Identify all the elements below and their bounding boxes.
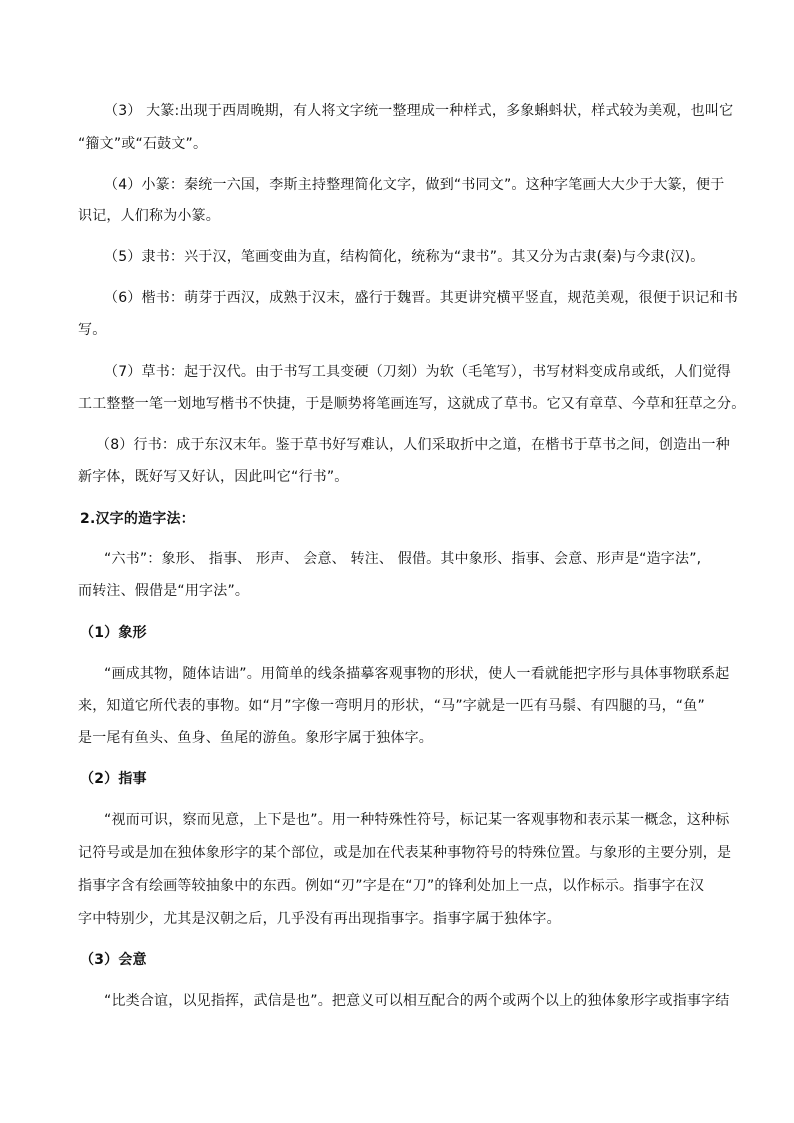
paragraph-dazhuan-line-1: （3） 大篆:出现于西周晚期，有人将文字统一整理成一种样式，多象蝌蚪状，样式较为美观，也叫它 <box>104 103 734 119</box>
paragraph-xiangxing-line-3: 是一尾有鱼头、鱼身、鱼尾的游鱼。象形字属于独体字。 <box>78 730 433 746</box>
paragraph-zhishi-line-2: 记符号或是加在独体象形字的某个部位，或是加在代表某种事物符号的特殊位置。与象形的主要分别，是 <box>78 845 732 861</box>
paragraph-xiangxing-line-2: 来，知道它所代表的事物。如“月”字像一弯明月的形状，“马”字就是一匹有马鬃、有四腿的马，“鱼” <box>78 698 705 714</box>
paragraph-xingshu-line-2: 新字体，既好写又好认，因此叫它“行书”。 <box>78 469 349 485</box>
paragraph-kaishu-line-2: 写。 <box>78 322 107 338</box>
paragraph-liushu-line-1: “六书”：象形、 指事、 形声、 会意、 转注、 假借。其中象形、指事、会意、形声是“造字法”, <box>104 551 702 567</box>
paragraph-huiyi-line-1: “比类合谊，以见指挥，武信是也”。把意义可以相互配合的两个或两个以上的独体象形字或指事字结 <box>104 993 730 1009</box>
paragraph-caoshu-line-2: 工工整整一笔一划地写楷书不快捷，于是顺势将笔画连写，这就成了草书。它又有章草、今草和狂草之分。 <box>78 396 746 412</box>
paragraph-xiaozhuan-line-2: 识记，人们称为小篆。 <box>78 208 220 224</box>
subheading-huiyi: （3）会意 <box>80 952 147 968</box>
paragraph-zhishi-line-3: 指事字含有绘画等较抽象中的东西。例如“刃”字是在“刀”的锋利处加上一点，以作标示。指事字在汉 <box>78 878 705 894</box>
paragraph-dazhuan-line-2: “籀文”或“石鼓文”。 <box>78 136 208 152</box>
paragraph-lishu-line-1: （5）隶书：兴于汉，笔画变曲为直，结构简化，统称为“隶书”。其又分为古隶(秦)与今隶(汉)。 <box>104 249 705 265</box>
subheading-xiangxing: （1）象形 <box>80 625 147 641</box>
paragraph-xingshu-line-1: （8）行书：成于东汉末年。鉴于草书好写难认，人们采取折中之道，在楷书于草书之间，创造出一种 <box>96 437 730 453</box>
paragraph-zhishi-line-1: “视而可识，察而见意，上下是也”。用一种特殊性符号，标记某一客观事物和表示某一概念，这种标 <box>104 812 730 828</box>
paragraph-zhishi-line-4: 字中特别少，尤其是汉朝之后，几乎没有再出现指事字。指事字属于独体字。 <box>78 911 561 927</box>
section-heading-zaozifa: 2.汉字的造字法： <box>80 511 195 527</box>
paragraph-xiaozhuan-line-1: （4）小篆：秦统一六国，李斯主持整理简化文字，做到“书同文”。这种字笔画大大少于大篆，便于 <box>104 177 725 193</box>
paragraph-caoshu-line-1: （7）草书：起于汉代。由于书写工具变硬（刀刻）为软（毛笔写），书写材料变成帛或纸，人们觉得 <box>104 364 731 380</box>
subheading-zhishi: （2）指事 <box>80 771 147 787</box>
paragraph-liushu-line-2: 而转注、假借是“用字法”。 <box>78 583 250 599</box>
paragraph-xiangxing-line-1: “画成其物，随体诘诎”。用简单的线条描摹客观事物的形状，使人一看就能把字形与具体事物联系起 <box>104 666 730 682</box>
paragraph-kaishu-line-1: （6）楷书：萌芽于西汉，成熟于汉末，盛行于魏晋。其更讲究横平竖直，规范美观，很便于识记和书 <box>104 290 738 306</box>
